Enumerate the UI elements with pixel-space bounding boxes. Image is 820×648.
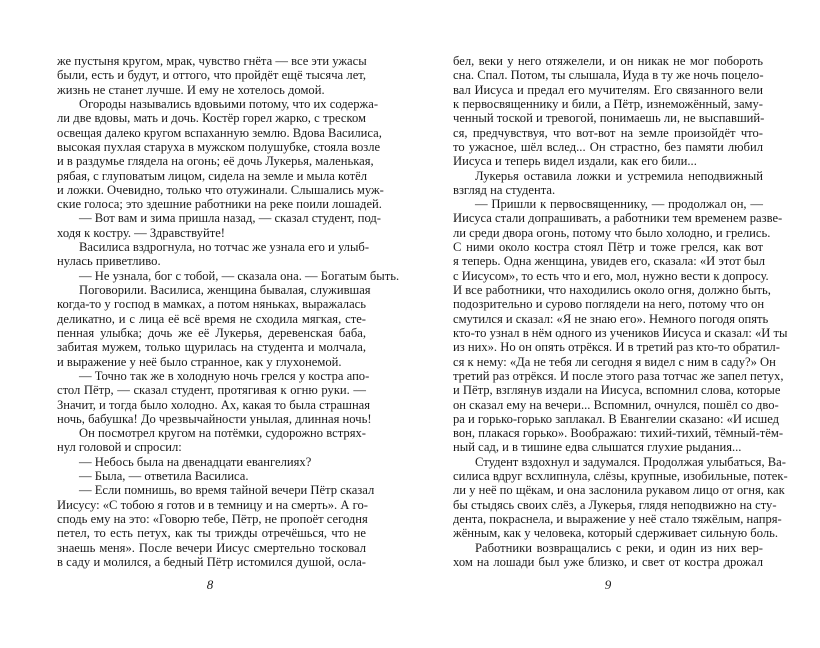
text-line: подозрительно и сурово поглядели на него, потому что он (453, 297, 765, 312)
text-line: же пустыня кругом, мрак, чувство гнёта — все эти ужасы (57, 54, 367, 68)
text-line: с Иисусом», то есть что и его, мол, нужно вести к допросу. (453, 268, 769, 283)
text-line: ра и горько-горько заплакал. В Евангелии сказано: «И исшед (453, 411, 780, 426)
text-line: забитая мужем, только щурилась на студента и молчала, (57, 340, 366, 355)
text-line: силиса вдруг всхлипнула, слёзы, крупные, изобильные, потек- (453, 469, 788, 484)
text-line: я теперь. Одна женщина, увидев его, сказала: «И этот был (453, 254, 766, 269)
text-line: дента, покраснела, и выражение у неё стало тяжёлым, напря- (453, 512, 782, 526)
text-line: жённым, как у человека, который сдерживает сильную боль. (453, 526, 779, 541)
text-line: И все работники, что находились около огня, должно быть, (453, 283, 771, 297)
text-line: освещая далеко кругом вспаханную землю. Вдова Василиса, (57, 125, 382, 140)
text-line: к первосвященнику и били, а Пётр, изнеможённый, заму- (453, 96, 763, 111)
text-line: и ложки. Очевидно, только что отужинали. Слышались муж- (57, 182, 384, 197)
text-line: стол Пётр, — сказал студент, протягивая к огню руки. — (57, 383, 366, 398)
text-line: — Если помнишь, во время тайной вечери Пётр сказал (79, 483, 375, 498)
text-line: ченный тоской и тревогой, понимаешь ли, не выспавший- (453, 111, 765, 126)
text-line: ный сад, и в тишине едва слышатся глухие рыдания... (453, 440, 742, 455)
text-line: нул головой и спросил: (57, 440, 182, 455)
text-line: Василиса вздрогнула, но тотчас же узнала его и улыб- (79, 240, 370, 255)
text-line: рябая, с глуповатым лицом, сидела на земле и мыла котёл (57, 168, 367, 183)
text-line: — Пришли к первосвященнику, — продолжал он, — (475, 197, 763, 212)
text-line: он сказал ему на вечери... Вспомнил, очнулся, пошёл со дво- (453, 397, 779, 412)
text-line: ся, предчувствуя, что вот-вот на земле произойдёт что- (453, 125, 763, 140)
text-line: ли среди двора огонь, потому что было холодно, и грелись. (453, 225, 771, 240)
page-number-right: 9 (604, 577, 612, 592)
text-line: взгляд на студента. (453, 182, 556, 197)
text-line: деликатно, и с лица её всё время не сходила мягкая, сте- (57, 311, 366, 326)
page-number-left: 8 (206, 577, 214, 592)
text-line: третий раз отрёкся. И после этого раза тотчас же запел петух, (453, 368, 784, 383)
text-line: ночь, бабушка! До чрезвычайности унылая, длинная ночь! (57, 411, 372, 426)
text-line: Лукерья оставила ложки и устремила неподвижный (475, 168, 763, 183)
text-line: хом на лошади был уже близко, и свет от костра дрожал (453, 554, 763, 569)
text-line: Поговорили. Василиса, женщина бывалая, служившая (79, 283, 371, 297)
text-line: и выражение у неё было странное, как у глухонемой. (57, 354, 342, 369)
text-line: и в раздумье глядела на огонь; её дочь Лукерья, маленькая, (57, 154, 374, 169)
text-line: Иисуса и теперь видел издали, как его били... (453, 154, 697, 169)
text-line: Значит, и тогда было холодно. Ах, какая то была страшная (57, 397, 371, 412)
text-line: высокая пухлая старуха в мужском полушубке, стояла возле (57, 139, 381, 154)
text-line: Огороды назывались вдовьими потому, что их содержа- (79, 96, 379, 111)
text-line: жизнь не станет лучше. И ему не хотелось домой. (57, 82, 325, 97)
text-line: сподь ему на это: «Говорю тебе, Пётр, не пропоёт сегодня (57, 512, 368, 526)
text-line: были, есть и будут, и оттого, что пройдёт ещё тысяча лет, (57, 68, 366, 83)
text-line: — Не узнала, бог с тобой, — сказала она. — Богатым быть. (79, 268, 400, 283)
right-page (410, 0, 820, 648)
text-line: ли две вдовы, мать и дочь. Костёр горел жарко, с треском (57, 111, 366, 126)
text-line: — Точно так же в холодную ночь грелся у костра апо- (79, 368, 370, 383)
right-page-text (453, 54, 788, 569)
text-line: — Небось была на двенадцати евангелиях? (79, 454, 312, 469)
text-line: сна. Спал. Потом, ты слышала, Иуда в ту же ночь поцело- (453, 68, 764, 83)
text-line: из них». Но он опять отрёкся. И в третий раз кто-то обратил- (453, 340, 780, 355)
text-line: С ними около костра стоял Пётр и тоже грелся, как вот (453, 240, 763, 255)
text-line: нулась приветливо. (57, 254, 161, 269)
text-line: ходя к костру. — Здравствуйте! (57, 225, 226, 240)
text-line: — Вот вам и зима пришла назад, — сказал студент, под- (79, 211, 381, 226)
left-page-text (57, 54, 400, 569)
text-line: Он посмотрел кругом на потёмки, судорожно встрях- (79, 426, 366, 441)
text-line: Студент вздохнул и задумался. Продолжая улыбаться, Ва- (475, 454, 786, 469)
text-line: когда-то у господ в мамках, а потом няньках, выражалась (57, 297, 366, 312)
text-line: кто-то узнал в нём одного из учеников Иисуса и сказал: «И ты (453, 325, 788, 340)
text-line: и Пётр, взглянув издали на Иисуса, вспомнил слова, которые (453, 383, 781, 398)
text-line: Работники возвращались с реки, и один из них вер- (475, 540, 763, 555)
text-line: в саду и молился, а бедный Пётр истомился душой, осла- (57, 554, 366, 569)
text-line: то ужасное, шёл вслед... Он страстно, без памяти любил (453, 139, 763, 154)
text-line: Иисуса стали допрашивать, а работники тем временем разве- (453, 211, 783, 226)
text-line: ские голоса; это здешние работники на реке поили лошадей. (57, 197, 382, 212)
text-line: вон, плакася горько». Воображаю: тихий-тихий, тёмный-тём- (453, 426, 784, 441)
text-line: бел, веки у него отяжелели, и он никак не мог побороть (453, 54, 763, 68)
text-line: вал Иисуса и предал его мучителям. Его связанного вели (453, 82, 763, 97)
text-line: бы стыдясь своих слёз, а Лукерья, глядя неподвижно на сту- (453, 497, 777, 512)
text-line: ли у неё по щёкам, и она заслонила рукавом лицо от огня, как (453, 483, 785, 498)
text-line: ся к нему: «Да не тебя ли сегодня я видел с ним в саду?» Он (453, 354, 776, 369)
text-line: знаешь меня». После вечери Иисус смертельно тосковал (57, 540, 366, 555)
text-line: пенная улыбка; дочь же её Лукерья, деревенская баба, (57, 325, 366, 340)
text-line: петел, то есть петух, как ты трижды отречёшься, что не (57, 526, 366, 541)
text-line: смутился и сказал: «Я не знаю его». Немного погодя опять (453, 311, 769, 326)
text-line: — Была, — ответила Василиса. (79, 469, 249, 484)
text-line: Иисусу: «С тобою я готов и в темницу и на смерть». А го- (57, 497, 368, 512)
